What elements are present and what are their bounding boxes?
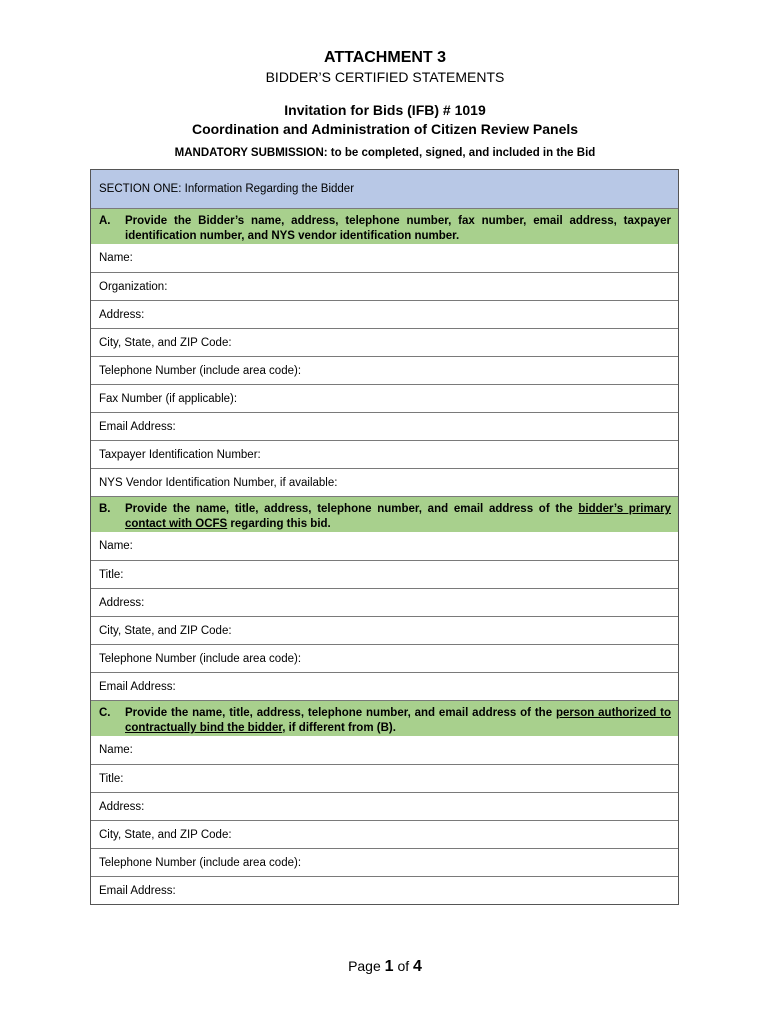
part-c-field-label: Name: [99, 744, 133, 756]
part-b-field-label: Name: [99, 540, 133, 552]
part-c-field-label: Telephone Number (include area code): [99, 856, 302, 869]
ifb-number: Invitation for Bids (IFB) # 1019 [284, 102, 486, 118]
section-one-heading-text: SECTION ONE: Information Regarding the Bidder [99, 183, 355, 195]
part-a-field-label: Fax Number (if applicable): [99, 392, 238, 405]
part-c-text [125, 706, 671, 736]
part-b-text [125, 502, 671, 532]
part-a-field-label: Taxpayer Identification Number: [99, 448, 261, 461]
attachment-subtitle: BIDDER’S CERTIFIED STATEMENTS [265, 69, 505, 85]
part-a-field-row[interactable] [91, 384, 678, 412]
page-total: 4 [413, 958, 422, 975]
part-a-field-row[interactable] [91, 272, 678, 300]
part-a-fields [91, 244, 678, 496]
page-word: Page [348, 958, 381, 974]
part-b-field-row[interactable] [91, 672, 678, 700]
attachment-title: ATTACHMENT 3 [323, 49, 447, 66]
part-a-instruction [91, 208, 678, 244]
part-b-field-row[interactable] [91, 616, 678, 644]
part-c-field-row[interactable] [91, 764, 678, 792]
part-b-text-underlined: bidder’s primary contact with OCFS [125, 503, 671, 530]
part-a-field-row[interactable] [91, 412, 678, 440]
part-c-field-row[interactable] [91, 820, 678, 848]
part-b-field-row[interactable] [91, 560, 678, 588]
section-one-heading [91, 170, 678, 208]
part-a-field-label: City, State, and ZIP Code: [99, 336, 232, 349]
part-c-field-label: Title: [99, 772, 124, 785]
part-b-field-label: Address: [99, 596, 145, 609]
part-a-field-label: Name: [99, 252, 133, 264]
part-a-field-label: NYS Vendor Identification Number, if available: [99, 476, 338, 489]
part-b-text-pre: Provide the name, title, address, telephone number, and email address of the [125, 503, 579, 515]
part-c-field-row[interactable] [91, 876, 678, 904]
part-c-text-underlined: person authorized to contractually bind the bidder [125, 707, 671, 734]
part-b-field-label: Telephone Number (include area code): [99, 652, 302, 665]
part-c-field-row[interactable] [91, 736, 678, 764]
part-c-field-label: City, State, and ZIP Code: [99, 828, 232, 841]
part-b-letter: B. [99, 503, 111, 515]
part-a-field-row[interactable] [91, 356, 678, 384]
part-a-field-label: Address: [99, 308, 145, 321]
part-b-text-post: regarding this bid. [227, 518, 331, 530]
part-c-field-row[interactable] [91, 792, 678, 820]
part-a-field-row[interactable] [91, 468, 678, 496]
page-of: of [397, 958, 410, 974]
part-a-field-row[interactable] [91, 300, 678, 328]
part-c-fields [91, 736, 678, 904]
part-c-field-label: Address: [99, 800, 145, 813]
part-a-text: Provide the Bidder’s name, address, telephone number, fax number, email address, taxpayer identification number, and NYS vendor identification number. [125, 215, 671, 242]
part-c-instruction [91, 700, 678, 736]
part-b-field-row[interactable] [91, 588, 678, 616]
part-b-field-label: Title: [99, 568, 124, 581]
part-b-field-row[interactable] [91, 644, 678, 672]
part-b-fields [91, 532, 678, 700]
part-a-field-label: Organization: [99, 280, 168, 293]
part-b-field-label: Email Address: [99, 680, 176, 693]
part-c-text-post: , if different from (B). [282, 722, 396, 734]
part-a-field-label: Telephone Number (include area code): [99, 364, 302, 377]
part-b-instruction [91, 496, 678, 532]
mandatory-note: MANDATORY SUBMISSION: to be completed, signed, and included in the Bid [174, 147, 596, 159]
part-a-letter: A. [99, 215, 111, 227]
page-current: 1 [384, 958, 394, 975]
part-a-field-label: Email Address: [99, 420, 176, 433]
part-c-text-pre: Provide the name, title, address, telephone number, and email address of the [125, 707, 556, 719]
page-number [0, 958, 770, 976]
part-c-field-label: Email Address: [99, 884, 176, 897]
part-a-field-row[interactable] [91, 244, 678, 272]
bidder-info-form [90, 169, 679, 905]
part-b-field-label: City, State, and ZIP Code: [99, 624, 232, 637]
project-title: Coordination and Administration of Citizen Review Panels [191, 121, 579, 137]
part-b-field-row[interactable] [91, 532, 678, 560]
part-c-field-row[interactable] [91, 848, 678, 876]
part-a-field-row[interactable] [91, 440, 678, 468]
part-c-letter: C. [99, 707, 111, 719]
part-a-field-row[interactable] [91, 328, 678, 356]
